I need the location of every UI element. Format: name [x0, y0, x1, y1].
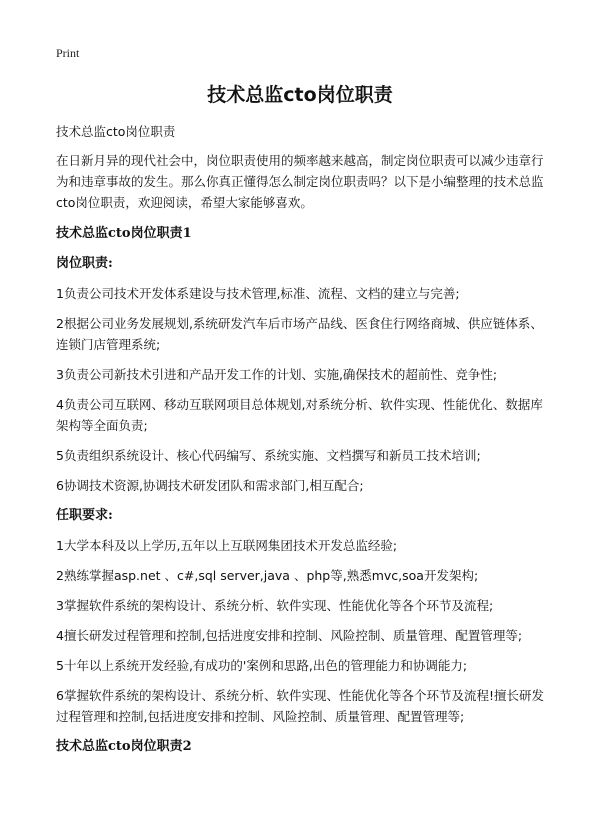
duty-item: 6协调技术资源,协调技术研发团队和需求部门,相互配合;: [56, 478, 364, 493]
requirement-item: 2熟练掌握asp.net 、c#,sql server,java 、php等,熟悉mvc,soa开发架构;: [56, 568, 479, 583]
requirement-item: 4擅长研发过程管理和控制,包括进度安排和控制、风险控制、质量管理、配置管理等;: [56, 628, 523, 643]
document-body: [56, 121, 552, 766]
duties-heading: 岗位职责:: [56, 256, 113, 271]
section-heading-2: 技术总监cto岗位职责2: [56, 739, 192, 754]
duty-item: 3负责公司新技术引进和产品开发工作的计划、实施,确保技术的超前性、竞争性;: [56, 367, 498, 382]
document-subtitle: 技术总监cto岗位职责: [56, 124, 176, 139]
requirement-item: 3掌握软件系统的架构设计、系统分析、软件实现、性能优化等各个环节及流程;: [56, 598, 494, 613]
requirements-heading: 任职要求:: [56, 508, 113, 523]
duty-item: 5负责组织系统设计、核心代码编写、系统实施、文档撰写和新员工技术培训;: [56, 448, 481, 463]
intro-paragraph: 在日新月异的现代社会中，岗位职责使用的频率越来越高，制定岗位职责可以减少违章行为和违章事故的发生。那么你真正懂得怎么制定岗位职责吗？以下是小编整理的技术总监cto岗位职责，欢迎阅读，希望大家能够喜欢。: [56, 153, 544, 210]
duty-item: 4负责公司互联网、移动互联网项目总体规划,对系统分析、软件实现、性能优化、数据库架构等全面负责;: [56, 397, 543, 433]
requirement-item: 5十年以上系统开发经验,有成功的'案例和思路,出色的管理能力和协调能力;: [56, 658, 468, 673]
page-title: 技术总监cto岗位职责: [207, 84, 393, 106]
requirement-item: 6掌握软件系统的架构设计、系统分析、软件实现、性能优化等各个环节及流程!擅长研发过程管理和控制,包括进度安排和控制、风险控制、质量管理、配置管理等;: [56, 688, 544, 724]
duty-item: 1负责公司技术开发体系建设与技术管理,标准、流程、文档的建立与完善;: [56, 286, 460, 301]
print-link[interactable]: Print: [56, 46, 80, 60]
requirement-item: 1大学本科及以上学历,五年以上互联网集团技术开发总监经验;: [56, 538, 398, 553]
section-heading-1: 技术总监cto岗位职责1: [56, 226, 192, 241]
duty-item: 2根据公司业务发展规划,系统研发汽车后市场产品线、医食住行网络商城、供应链体系、连锁门店管理系统;: [56, 316, 543, 352]
